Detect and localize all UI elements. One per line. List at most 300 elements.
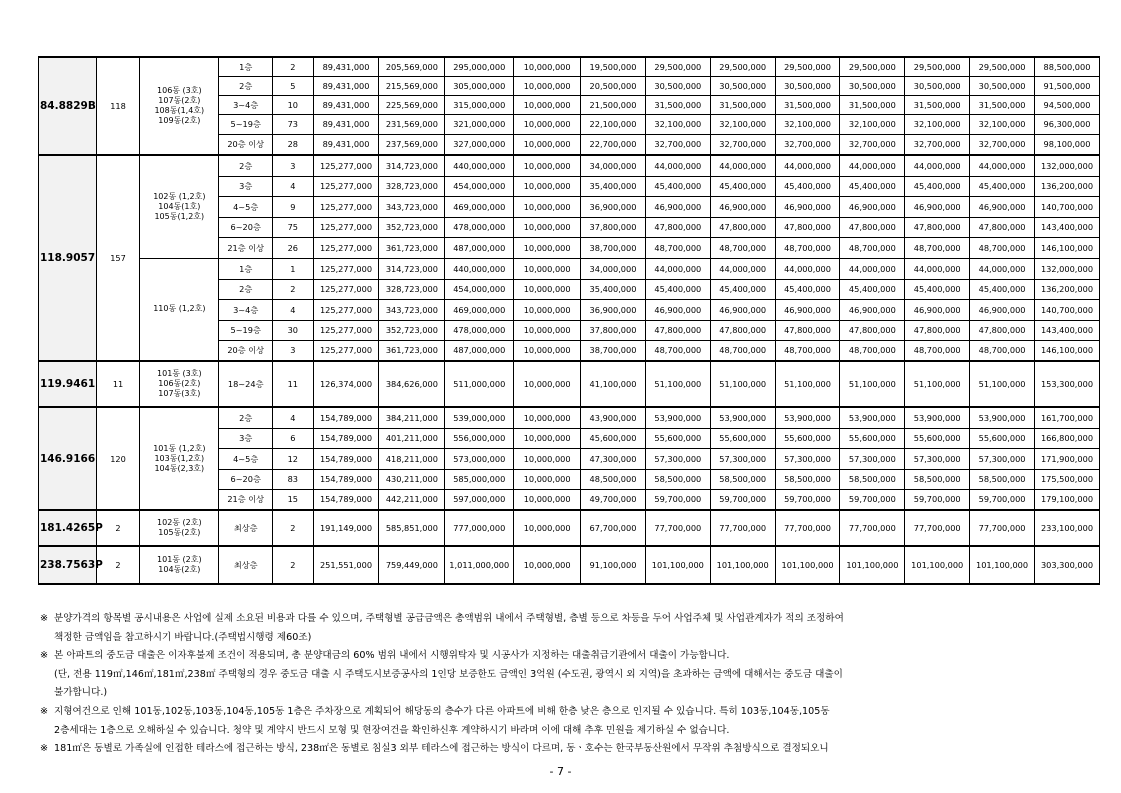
price-cell: 46,900,000 xyxy=(775,196,840,217)
floor-cell: 20층 이상 xyxy=(219,134,273,155)
table-row xyxy=(39,361,1100,407)
unit-size-cell: 181.4265P xyxy=(39,510,97,546)
note-line: 분양가격의 항목별 공시내용은 사업에 실제 소요된 비용과 다를 수 있으며, 주택형별 공급금액은 총액범위 내에서 주택형별, 층별 등으로 차등을 두어 사업주체 및 사업관계자가 적의 조정하여 xyxy=(54,613,844,624)
floor-cell: 2층 xyxy=(219,76,273,95)
price-cell: 45,400,000 xyxy=(840,279,905,299)
price-cell: 136,200,000 xyxy=(1034,279,1099,299)
price-cell: 32,700,000 xyxy=(645,134,710,155)
price-cell: 57,300,000 xyxy=(645,448,710,469)
price-cell: 45,400,000 xyxy=(775,279,840,299)
price-cell: 125,277,000 xyxy=(313,155,379,176)
note-item xyxy=(40,703,1100,740)
price-cell: 125,277,000 xyxy=(313,176,379,196)
price-cell: 10,000,000 xyxy=(514,407,581,428)
price-cell: 31,500,000 xyxy=(775,95,840,114)
price-cell: 440,000,000 xyxy=(445,258,514,279)
building-label: 107동(3호) xyxy=(158,389,201,398)
price-cell: 45,400,000 xyxy=(775,176,840,196)
table-row xyxy=(39,510,1100,546)
price-cell: 45,400,000 xyxy=(645,279,710,299)
price-cell: 20,500,000 xyxy=(581,76,646,95)
price-cell: 48,700,000 xyxy=(710,237,775,258)
price-cell: 125,277,000 xyxy=(313,299,379,320)
price-cell: 143,400,000 xyxy=(1034,320,1099,340)
price-cell: 759,449,000 xyxy=(379,546,445,584)
price-cell: 29,500,000 xyxy=(710,57,775,76)
price-cell: 10,000,000 xyxy=(514,340,581,361)
price-cell: 51,100,000 xyxy=(645,361,710,407)
unit-count-cell: 12 xyxy=(273,448,314,469)
price-cell: 10,000,000 xyxy=(514,95,581,114)
price-cell: 37,800,000 xyxy=(581,320,646,340)
price-cell: 46,900,000 xyxy=(645,299,710,320)
price-cell: 125,277,000 xyxy=(313,258,379,279)
price-cell: 469,000,000 xyxy=(445,299,514,320)
unit-count-cell: 28 xyxy=(273,134,314,155)
building-label: 109동(2호) xyxy=(158,116,201,125)
building-label: 106동(2호) xyxy=(158,379,201,388)
price-cell: 10,000,000 xyxy=(514,114,581,134)
price-cell: 31,500,000 xyxy=(645,95,710,114)
unit-size-cell: 84.8829B xyxy=(39,57,97,155)
price-cell: 48,700,000 xyxy=(970,237,1035,258)
note-line: 2층세대는 1층으로 오해하실 수 있습니다. 청약 및 계약시 반드시 모형 및 현장여건을 확인하신후 계약하시기 바라며 이에 대해 추후 민원을 제기하실 수 없습니다. xyxy=(54,724,730,736)
price-cell: 30,500,000 xyxy=(775,76,840,95)
unit-count-cell: 2 xyxy=(273,510,314,546)
building-label: 101동 (3호) xyxy=(157,369,202,378)
price-cell: 67,700,000 xyxy=(581,510,646,546)
unit-count-cell: 5 xyxy=(273,76,314,95)
price-cell: 45,400,000 xyxy=(905,176,970,196)
building-list-cell xyxy=(140,510,219,546)
price-cell: 44,000,000 xyxy=(645,155,710,176)
reference-mark-icon: ※ xyxy=(40,650,49,662)
price-cell: 59,700,000 xyxy=(905,489,970,510)
price-cell: 44,000,000 xyxy=(970,258,1035,279)
price-cell: 38,700,000 xyxy=(581,340,646,361)
price-cell: 361,723,000 xyxy=(379,237,445,258)
price-cell: 10,000,000 xyxy=(514,510,581,546)
price-cell: 45,400,000 xyxy=(970,279,1035,299)
price-cell: 48,700,000 xyxy=(645,340,710,361)
price-cell: 44,000,000 xyxy=(905,155,970,176)
price-cell: 597,000,000 xyxy=(445,489,514,510)
floor-cell: 6~20층 xyxy=(219,469,273,489)
price-cell: 98,100,000 xyxy=(1034,134,1099,155)
price-cell: 47,800,000 xyxy=(840,320,905,340)
price-cell: 58,500,000 xyxy=(775,469,840,489)
unit-count-cell: 2 xyxy=(273,546,314,584)
floor-cell: 1층 xyxy=(219,258,273,279)
price-cell: 161,700,000 xyxy=(1034,407,1099,428)
building-label: 104동(2호) xyxy=(158,565,201,574)
price-cell: 125,277,000 xyxy=(313,237,379,258)
price-cell: 125,277,000 xyxy=(313,340,379,361)
price-cell: 343,723,000 xyxy=(379,299,445,320)
price-cell: 49,700,000 xyxy=(581,489,646,510)
price-cell: 47,800,000 xyxy=(970,217,1035,237)
price-cell: 44,000,000 xyxy=(970,155,1035,176)
price-cell: 384,626,000 xyxy=(379,361,445,407)
price-cell: 57,300,000 xyxy=(775,448,840,469)
building-label: 105동(2호) xyxy=(158,528,201,537)
price-cell: 91,500,000 xyxy=(1034,76,1099,95)
price-cell: 48,700,000 xyxy=(775,237,840,258)
floor-cell: 3~4층 xyxy=(219,299,273,320)
price-cell: 55,600,000 xyxy=(840,428,905,448)
price-cell: 44,000,000 xyxy=(775,155,840,176)
building-list-cell xyxy=(140,258,219,361)
building-label: 101동 (2호) xyxy=(157,555,202,564)
price-cell: 94,500,000 xyxy=(1034,95,1099,114)
floor-cell: 5~19층 xyxy=(219,114,273,134)
unit-count-cell: 4 xyxy=(273,407,314,428)
price-cell: 47,800,000 xyxy=(905,320,970,340)
household-count-cell: 2 xyxy=(96,546,140,584)
price-cell: 48,500,000 xyxy=(581,469,646,489)
floor-cell: 최상층 xyxy=(219,510,273,546)
price-cell: 154,789,000 xyxy=(313,489,379,510)
price-cell: 44,000,000 xyxy=(645,258,710,279)
price-cell: 48,700,000 xyxy=(775,340,840,361)
price-cell: 32,700,000 xyxy=(775,134,840,155)
price-cell: 10,000,000 xyxy=(514,469,581,489)
price-cell: 51,100,000 xyxy=(710,361,775,407)
price-cell: 146,100,000 xyxy=(1034,237,1099,258)
building-label: 102동 (1,2호) xyxy=(153,191,206,201)
price-cell: 55,600,000 xyxy=(645,428,710,448)
price-cell: 48,700,000 xyxy=(840,237,905,258)
price-cell: 573,000,000 xyxy=(445,448,514,469)
price-cell: 125,277,000 xyxy=(313,279,379,299)
price-cell: 44,000,000 xyxy=(710,258,775,279)
price-cell: 215,569,000 xyxy=(379,76,445,95)
floor-cell: 최상층 xyxy=(219,546,273,584)
price-cell: 53,900,000 xyxy=(970,407,1035,428)
building-label: 104동(1호) xyxy=(158,201,201,211)
price-cell: 53,900,000 xyxy=(645,407,710,428)
building-label: 103동(1,2호) xyxy=(154,453,205,463)
unit-count-cell: 1 xyxy=(273,258,314,279)
price-cell: 46,900,000 xyxy=(970,299,1035,320)
price-cell: 45,400,000 xyxy=(840,176,905,196)
price-cell: 361,723,000 xyxy=(379,340,445,361)
unit-count-cell: 75 xyxy=(273,217,314,237)
floor-cell: 1층 xyxy=(219,57,273,76)
price-cell: 47,800,000 xyxy=(775,320,840,340)
unit-count-cell: 83 xyxy=(273,469,314,489)
price-cell: 51,100,000 xyxy=(905,361,970,407)
price-cell: 10,000,000 xyxy=(514,217,581,237)
price-cell: 478,000,000 xyxy=(445,320,514,340)
building-label: 110동 (1,2호) xyxy=(153,304,206,314)
price-cell: 41,100,000 xyxy=(581,361,646,407)
price-cell: 51,100,000 xyxy=(775,361,840,407)
price-cell: 140,700,000 xyxy=(1034,299,1099,320)
price-cell: 10,000,000 xyxy=(514,279,581,299)
price-cell: 233,100,000 xyxy=(1034,510,1099,546)
floor-cell: 4~5층 xyxy=(219,448,273,469)
price-cell: 10,000,000 xyxy=(514,134,581,155)
price-cell: 48,700,000 xyxy=(645,237,710,258)
floor-cell: 3층 xyxy=(219,428,273,448)
price-cell: 44,000,000 xyxy=(710,155,775,176)
unit-count-cell: 3 xyxy=(273,340,314,361)
price-cell: 32,100,000 xyxy=(840,114,905,134)
floor-cell: 6~20층 xyxy=(219,217,273,237)
building-label: 106동 (3호) xyxy=(157,86,202,95)
price-cell: 47,800,000 xyxy=(970,320,1035,340)
price-cell: 46,900,000 xyxy=(645,196,710,217)
price-table xyxy=(38,56,1100,585)
unit-size-cell: 119.9461 xyxy=(39,361,97,407)
price-cell: 30,500,000 xyxy=(970,76,1035,95)
price-cell: 77,700,000 xyxy=(970,510,1035,546)
price-cell: 34,000,000 xyxy=(581,155,646,176)
household-count-cell: 157 xyxy=(96,155,140,361)
price-cell: 10,000,000 xyxy=(514,196,581,217)
price-cell: 101,100,000 xyxy=(970,546,1035,584)
price-cell: 48,700,000 xyxy=(840,340,905,361)
unit-count-cell: 4 xyxy=(273,176,314,196)
price-cell: 585,000,000 xyxy=(445,469,514,489)
price-cell: 47,300,000 xyxy=(581,448,646,469)
price-cell: 303,300,000 xyxy=(1034,546,1099,584)
price-cell: 47,800,000 xyxy=(645,217,710,237)
table-row xyxy=(39,57,1100,76)
price-cell: 126,374,000 xyxy=(313,361,379,407)
table-row xyxy=(39,546,1100,584)
price-cell: 175,500,000 xyxy=(1034,469,1099,489)
price-cell: 401,211,000 xyxy=(379,428,445,448)
note-line: 본 아파트의 중도금 대출은 이자후불제 조건이 적용되며, 총 분양대금의 60% 범위 내에서 시행위탁자 및 시공사가 지정하는 대출취급기관에서 대출이 가능합니다. xyxy=(54,650,730,662)
unit-count-cell: 26 xyxy=(273,237,314,258)
price-cell: 58,500,000 xyxy=(710,469,775,489)
price-cell: 46,900,000 xyxy=(970,196,1035,217)
price-cell: 77,700,000 xyxy=(905,510,970,546)
price-cell: 454,000,000 xyxy=(445,279,514,299)
floor-cell: 4~5층 xyxy=(219,196,273,217)
price-cell: 58,500,000 xyxy=(645,469,710,489)
price-cell: 487,000,000 xyxy=(445,340,514,361)
unit-count-cell: 15 xyxy=(273,489,314,510)
household-count-cell: 11 xyxy=(96,361,140,407)
price-cell: 179,100,000 xyxy=(1034,489,1099,510)
price-cell: 47,800,000 xyxy=(710,320,775,340)
price-cell: 237,569,000 xyxy=(379,134,445,155)
price-cell: 166,800,000 xyxy=(1034,428,1099,448)
price-cell: 10,000,000 xyxy=(514,546,581,584)
price-cell: 53,900,000 xyxy=(775,407,840,428)
price-cell: 136,200,000 xyxy=(1034,176,1099,196)
price-cell: 10,000,000 xyxy=(514,76,581,95)
price-cell: 29,500,000 xyxy=(970,57,1035,76)
price-cell: 30,500,000 xyxy=(645,76,710,95)
note-line: 책정한 금액임을 참고하시기 바랍니다.(주택법시행령 제60조) xyxy=(54,631,312,643)
price-cell: 101,100,000 xyxy=(840,546,905,584)
price-cell: 205,569,000 xyxy=(379,57,445,76)
price-cell: 32,100,000 xyxy=(710,114,775,134)
unit-count-cell: 9 xyxy=(273,196,314,217)
price-cell: 55,600,000 xyxy=(775,428,840,448)
price-cell: 32,700,000 xyxy=(970,134,1035,155)
price-cell: 585,851,000 xyxy=(379,510,445,546)
price-cell: 32,700,000 xyxy=(710,134,775,155)
price-cell: 101,100,000 xyxy=(710,546,775,584)
price-cell: 46,900,000 xyxy=(710,299,775,320)
reference-mark-icon: ※ xyxy=(40,705,49,717)
price-cell: 21,500,000 xyxy=(581,95,646,114)
price-cell: 31,500,000 xyxy=(840,95,905,114)
unit-count-cell: 11 xyxy=(273,361,314,407)
price-cell: 55,600,000 xyxy=(970,428,1035,448)
price-cell: 10,000,000 xyxy=(514,155,581,176)
price-cell: 225,569,000 xyxy=(379,95,445,114)
unit-count-cell: 6 xyxy=(273,428,314,448)
price-cell: 88,500,000 xyxy=(1034,57,1099,76)
building-label: 102동 (2호) xyxy=(157,518,202,527)
price-cell: 48,700,000 xyxy=(905,340,970,361)
price-cell: 154,789,000 xyxy=(313,469,379,489)
building-list-cell xyxy=(140,546,219,584)
price-cell: 171,900,000 xyxy=(1034,448,1099,469)
table-row xyxy=(39,155,1100,176)
price-cell: 48,700,000 xyxy=(710,340,775,361)
price-cell: 35,400,000 xyxy=(581,279,646,299)
unit-count-cell: 4 xyxy=(273,299,314,320)
price-cell: 305,000,000 xyxy=(445,76,514,95)
price-cell: 89,431,000 xyxy=(313,76,379,95)
price-cell: 59,700,000 xyxy=(775,489,840,510)
price-cell: 43,900,000 xyxy=(581,407,646,428)
price-cell: 32,100,000 xyxy=(645,114,710,134)
household-count-cell: 120 xyxy=(96,407,140,510)
price-cell: 96,300,000 xyxy=(1034,114,1099,134)
price-cell: 46,900,000 xyxy=(710,196,775,217)
price-cell: 454,000,000 xyxy=(445,176,514,196)
price-cell: 125,277,000 xyxy=(313,217,379,237)
building-list-cell xyxy=(140,57,219,155)
price-cell: 44,000,000 xyxy=(905,258,970,279)
price-cell: 32,100,000 xyxy=(905,114,970,134)
price-cell: 125,277,000 xyxy=(313,196,379,217)
reference-mark-icon: ※ xyxy=(40,743,49,755)
price-cell: 51,100,000 xyxy=(970,361,1035,407)
price-cell: 30,500,000 xyxy=(710,76,775,95)
price-cell: 487,000,000 xyxy=(445,237,514,258)
price-cell: 59,700,000 xyxy=(840,489,905,510)
building-label: 107동(2호) xyxy=(158,96,201,105)
price-cell: 511,000,000 xyxy=(445,361,514,407)
price-cell: 10,000,000 xyxy=(514,320,581,340)
note-item xyxy=(40,647,1100,703)
price-cell: 30,500,000 xyxy=(840,76,905,95)
price-cell: 29,500,000 xyxy=(840,57,905,76)
price-cell: 101,100,000 xyxy=(905,546,970,584)
price-cell: 29,500,000 xyxy=(775,57,840,76)
price-cell: 31,500,000 xyxy=(970,95,1035,114)
price-cell: 46,900,000 xyxy=(840,196,905,217)
building-label: 105동(1,2호) xyxy=(154,211,205,221)
price-cell: 53,900,000 xyxy=(840,407,905,428)
price-cell: 45,600,000 xyxy=(581,428,646,448)
price-cell: 47,800,000 xyxy=(710,217,775,237)
unit-count-cell: 10 xyxy=(273,95,314,114)
note-line: 181㎡은 동별로 가족실에 인접한 테라스에 접근하는 방식, 238㎡은 동별로 침실3 외부 테라스에 접근하는 방식이 다르며, 동ㆍ호수는 한국부동산원에서 무작위 추첨방식으로 결정되오니 xyxy=(54,743,829,755)
price-cell: 478,000,000 xyxy=(445,217,514,237)
price-cell: 48,700,000 xyxy=(905,237,970,258)
price-cell: 45,400,000 xyxy=(645,176,710,196)
price-cell: 777,000,000 xyxy=(445,510,514,546)
unit-count-cell: 2 xyxy=(273,279,314,299)
price-cell: 77,700,000 xyxy=(645,510,710,546)
price-cell: 37,800,000 xyxy=(581,217,646,237)
price-cell: 89,431,000 xyxy=(313,95,379,114)
price-cell: 384,211,000 xyxy=(379,407,445,428)
price-cell: 46,900,000 xyxy=(840,299,905,320)
price-cell: 46,900,000 xyxy=(905,299,970,320)
unit-count-cell: 3 xyxy=(273,155,314,176)
price-cell: 44,000,000 xyxy=(840,155,905,176)
price-cell: 46,900,000 xyxy=(905,196,970,217)
price-cell: 45,400,000 xyxy=(970,176,1035,196)
price-cell: 29,500,000 xyxy=(905,57,970,76)
price-cell: 10,000,000 xyxy=(514,448,581,469)
price-cell: 53,900,000 xyxy=(710,407,775,428)
price-cell: 10,000,000 xyxy=(514,361,581,407)
price-cell: 45,400,000 xyxy=(905,279,970,299)
price-cell: 154,789,000 xyxy=(313,428,379,448)
price-cell: 22,100,000 xyxy=(581,114,646,134)
floor-cell: 21층 이상 xyxy=(219,489,273,510)
unit-count-cell: 30 xyxy=(273,320,314,340)
note-item xyxy=(40,610,1100,647)
price-cell: 77,700,000 xyxy=(710,510,775,546)
price-cell: 314,723,000 xyxy=(379,155,445,176)
price-cell: 57,300,000 xyxy=(970,448,1035,469)
price-cell: 48,700,000 xyxy=(970,340,1035,361)
price-cell: 89,431,000 xyxy=(313,57,379,76)
price-cell: 57,300,000 xyxy=(905,448,970,469)
note-line: (단, 전용 119㎡,146㎡,181㎡,238㎡ 주택형의 경우 중도금 대출 시 주택도시보증공사의 1인당 보증한도 금액인 3억원 (수도권, 광역시 외 지역)을 초과하는 금액에 대해서는 중도금 대출이 xyxy=(54,668,843,680)
unit-count-cell: 73 xyxy=(273,114,314,134)
price-cell: 59,700,000 xyxy=(970,489,1035,510)
price-cell: 1,011,000,000 xyxy=(445,546,514,584)
price-cell: 59,700,000 xyxy=(645,489,710,510)
unit-size-cell: 118.9057 xyxy=(39,155,97,361)
price-cell: 352,723,000 xyxy=(379,217,445,237)
unit-count-cell: 2 xyxy=(273,57,314,76)
price-cell: 44,000,000 xyxy=(775,258,840,279)
price-cell: 101,100,000 xyxy=(775,546,840,584)
building-label: 108동(1,4호) xyxy=(154,106,205,115)
building-list-cell xyxy=(140,407,219,510)
price-cell: 556,000,000 xyxy=(445,428,514,448)
price-cell: 34,000,000 xyxy=(581,258,646,279)
price-cell: 53,900,000 xyxy=(905,407,970,428)
price-cell: 51,100,000 xyxy=(840,361,905,407)
price-cell: 29,500,000 xyxy=(645,57,710,76)
table-row xyxy=(39,258,1100,279)
price-cell: 251,551,000 xyxy=(313,546,379,584)
price-cell: 101,100,000 xyxy=(645,546,710,584)
price-cell: 328,723,000 xyxy=(379,279,445,299)
floor-cell: 20층 이상 xyxy=(219,340,273,361)
price-cell: 38,700,000 xyxy=(581,237,646,258)
price-cell: 231,569,000 xyxy=(379,114,445,134)
price-cell: 418,211,000 xyxy=(379,448,445,469)
price-cell: 125,277,000 xyxy=(313,320,379,340)
